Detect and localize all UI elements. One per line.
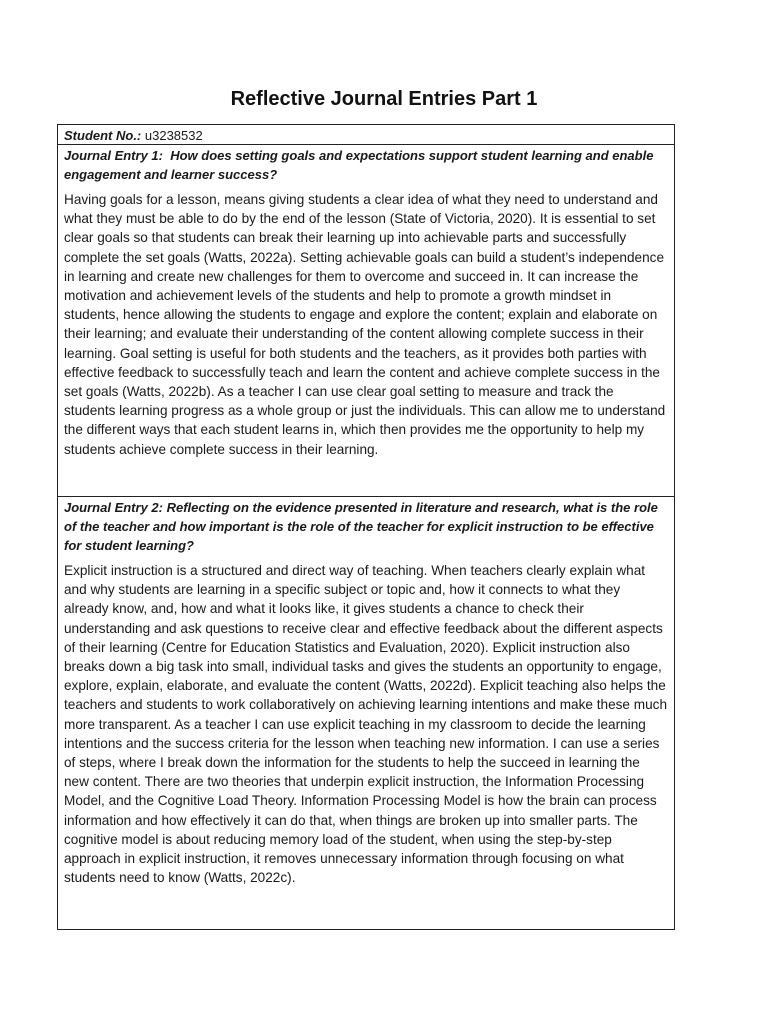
- journal-entry-1: [58, 145, 674, 497]
- journal-entry-2-question-text: Reflecting on the evidence presented in literature and research, what is the role of the teacher and how important is the role of the teacher for explicit instruction to be effective for student learning?: [64, 500, 658, 553]
- journal-entry-2-heading: Journal Entry 2:: [64, 500, 163, 515]
- journal-entry-2-question: [64, 498, 668, 555]
- journal-entry-2: [58, 497, 674, 929]
- journal-entry-1-heading: Journal Entry 1:: [64, 148, 163, 163]
- journal-table: [57, 124, 675, 930]
- student-number-row: [58, 125, 674, 145]
- journal-entry-1-body: Having goals for a lesson, means giving students a clear idea of what they need to understand and what they must be able to do by the end of the lesson (State of Victoria, 2020). It is essential to set clear goals so that students can break their learning up into achievable parts and successfully complete the set goals (Watts, 2022a). Setting achievable goals can build a student’s independence in learning and create new challenges for them to overcome and succeed in. It can increase the motivation and achievement levels of the students and help to promote a growth mindset in students, hence allowing the students to engage and explore the content; explain and elaborate on their learning; and evaluate their understanding of the content allowing complete success in their learning. Goal setting is useful for both students and the teachers, as it provides both parties with effective feedback to successfully teach and learn the content and achieve complete success in the set goals (Watts, 2022b). As a teacher I can use clear goal setting to measure and track the students learning progress as a whole group or just the individuals. This can allow me to understand the different ways that each student learns in, which then provides me the opportunity to help my students achieve complete success in their learning.: [64, 192, 666, 457]
- journal-entry-1-question-text: How does setting goals and expectations support student learning and enable engagement and learner success?: [64, 148, 654, 182]
- journal-entry-1-question: [64, 146, 668, 184]
- student-number-value: u3238532: [144, 128, 203, 143]
- page-title: Reflective Journal Entries Part 1: [230, 88, 538, 110]
- student-number-label: Student No.:: [64, 128, 142, 143]
- journal-entry-2-body: Explicit instruction is a structured and direct way of teaching. When teachers clearly explain what and why students are learning in a specific subject or topic and, how it connects to what they already know, and, how and what it looks like, it gives students a chance to check their understanding and ask questions to receive clear and effective feedback about the different aspects of their learning (Centre for Education Statistics and Evaluation, 2020). Explicit instruction also breaks down a big task into small, individual tasks and gives the students an opportunity to engage, explore, explain, elaborate, and evaluate the content (Watts, 2022d). Explicit teaching also helps the teachers and students to work collaboratively on achieving learning intentions and make these much more transparent. As a teacher I can use explicit teaching in my classroom to decide the learning intentions and the success criteria for the lesson when teaching new information. I can use a series of steps, where I break down the information for the students to help the succeed in learning the new content. There are two theories that underpin explicit instruction, the Information Processing Model, and the Cognitive Load Theory. Information Processing Model is how the brain can process information and how effectively it can do that, when things are broken up into smaller parts. The cognitive model is about reducing memory load of the student, when using the step-by-step approach in explicit instruction, it removes unnecessary information through focusing on what students need to know (Watts, 2022c).: [64, 563, 668, 886]
